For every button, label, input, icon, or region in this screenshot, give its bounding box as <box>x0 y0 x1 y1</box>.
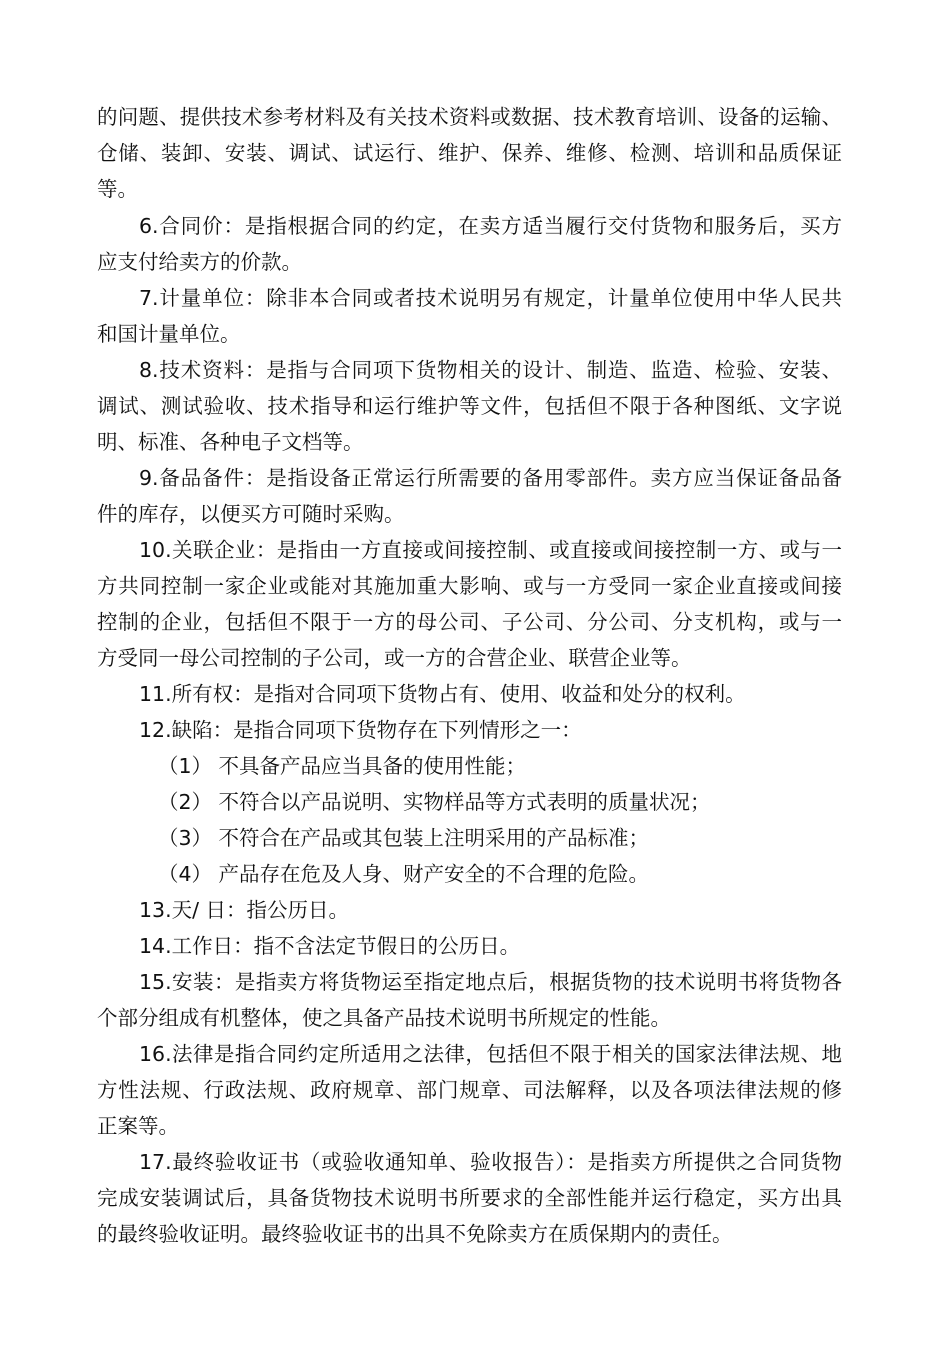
text-line: 的问题、提供技术参考材料及有关技术资料或数据、技术教育培训、设备的运输、 <box>97 105 842 129</box>
text-line: 8.技术资料：是指与合同项下货物相关的设计、制造、监造、检验、安装、 <box>139 358 842 382</box>
text-line: 明、标准、各种电子文档等。 <box>97 430 364 454</box>
text-line: 应支付给卖方的价款。 <box>97 250 302 274</box>
text-line: 方性法规、行政法规、政府规章、部门规章、司法解释，以及各项法律法规的修 <box>97 1078 842 1102</box>
list-item: （4） 产品存在危及人身、财产安全的不合理的危险。 <box>158 862 650 886</box>
text-line: 11.所有权：是指对合同项下货物占有、使用、收益和处分的权利。 <box>139 682 746 706</box>
text-line: 件的库存，以便买方可随时采购。 <box>97 502 405 526</box>
list-item: （1） 不具备产品应当具备的使用性能； <box>158 754 527 778</box>
text-line: 15.安装：是指卖方将货物运至指定地点后，根据货物的技术说明书将货物各 <box>139 970 842 994</box>
text-line: 和国计量单位。 <box>97 322 241 346</box>
text-line: 17.最终验收证书（或验收通知单、验收报告）：是指卖方所提供之合同货物 <box>139 1150 842 1174</box>
text-line: 个部分组成有机整体，使之具备产品技术说明书所规定的性能。 <box>97 1006 671 1030</box>
text-line: 等。 <box>97 177 138 201</box>
text-line: 9.备品备件：是指设备正常运行所需要的备用零部件。卖方应当保证备品备 <box>139 466 842 490</box>
text-line: 7.计量单位：除非本合同或者技术说明另有规定，计量单位使用中华人民共 <box>139 286 842 310</box>
text-line: 正案等。 <box>97 1114 179 1138</box>
text-line: 12.缺陷：是指合同项下货物存在下列情形之一： <box>139 718 582 742</box>
text-line: 控制的企业，包括但不限于一方的母公司、子公司、分公司、分支机构，或与一 <box>97 610 842 634</box>
text-line: 13.天/ 日：指公历日。 <box>139 898 350 922</box>
text-line: 调试、测试验收、技术指导和运行维护等文件，包括但不限于各种图纸、文字说 <box>97 394 842 418</box>
text-line: 10.关联企业：是指由一方直接或间接控制、或直接或间接控制一方、或与一 <box>139 538 842 562</box>
text-line: 16.法律是指合同约定所适用之法律，包括但不限于相关的国家法律法规、地 <box>139 1042 842 1066</box>
text-line: 的最终验收证明。最终验收证书的出具不免除卖方在质保期内的责任。 <box>97 1222 733 1246</box>
list-item: （2） 不符合以产品说明、实物样品等方式表明的质量状况； <box>158 790 711 814</box>
text-line: 14.工作日：指不含法定节假日的公历日。 <box>139 934 521 958</box>
text-line: 6.合同价：是指根据合同的约定，在卖方适当履行交付货物和服务后，买方 <box>139 214 842 238</box>
list-item: （3） 不符合在产品或其包装上注明采用的产品标准； <box>158 826 650 850</box>
text-line: 完成安装调试后，具备货物技术说明书所要求的全部性能并运行稳定，买方出具 <box>97 1186 842 1210</box>
text-line: 方共同控制一家企业或能对其施加重大影响、或与一方受同一家企业直接或间接 <box>97 574 842 598</box>
text-line: 方受同一母公司控制的子公司，或一方的合营企业、联营企业等。 <box>97 646 692 670</box>
text-line: 仓储、装卸、安装、调试、试运行、维护、保养、维修、检测、培训和品质保证 <box>97 141 842 165</box>
